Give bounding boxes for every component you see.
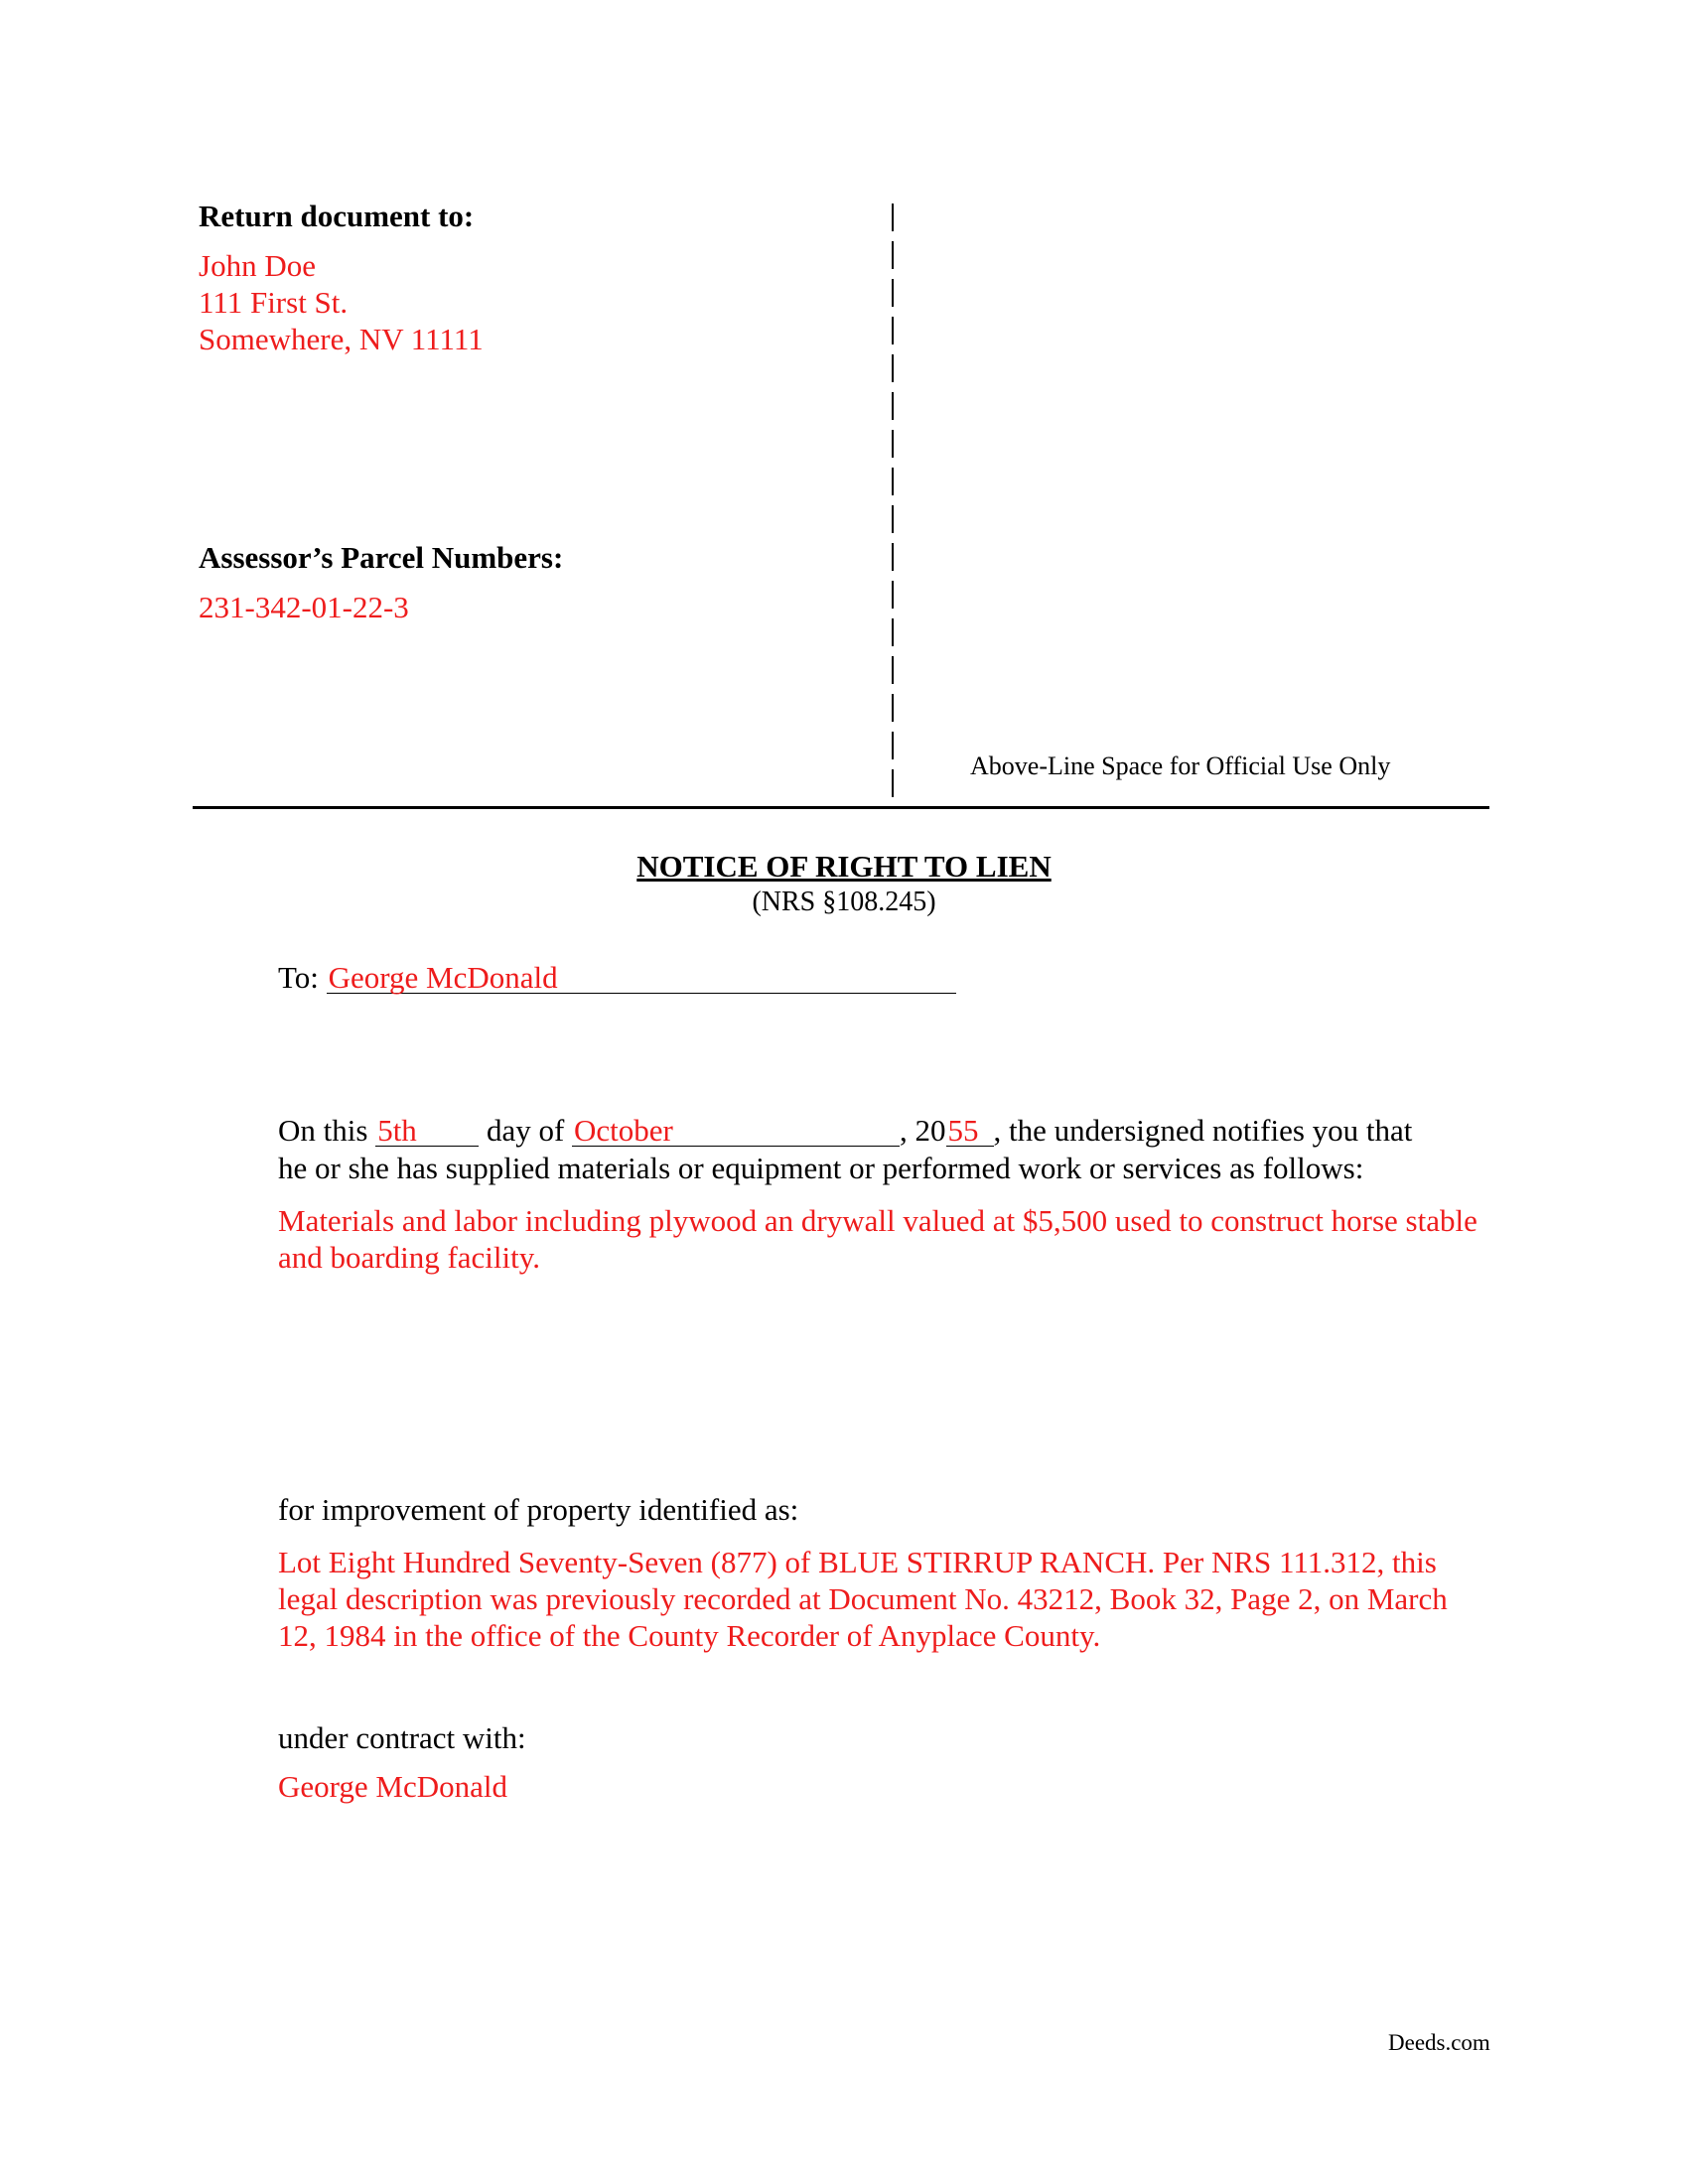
return-street: 111 First St.	[199, 285, 349, 320]
on-this-text: On this	[278, 1113, 368, 1148]
return-name: John Doe	[199, 248, 316, 283]
date-line-suffix: , the undersigned notifies you that	[993, 1113, 1413, 1148]
services-intro: he or she has supplied materials or equipment or performed work or services as follows:	[278, 1151, 1364, 1185]
recording-area-divider	[892, 204, 894, 806]
official-use-rule	[193, 806, 1489, 809]
to-line	[278, 959, 956, 996]
services-description: Materials and labor including plywood an drywall valued at $5,500 used to construct horse stable and boarding facility.	[278, 1203, 1477, 1275]
property-description: Lot Eight Hundred Seventy-Seven (877) of BLUE STIRRUP RANCH. Per NRS 111.312, this legal description was previously recorded at Document No. 43212, Book 32, Page 2, on March 12, 1984 in the office of the County Recorder of Anyplace County.	[278, 1545, 1448, 1653]
recipient-name: George McDonald	[327, 963, 956, 994]
statute-reference: (NRS §108.245)	[752, 887, 936, 917]
parcel-number: 231-342-01-22-3	[199, 590, 409, 624]
property-label: for improvement of property identified as:	[278, 1492, 799, 1527]
document-title: NOTICE OF RIGHT TO LIEN	[636, 849, 1052, 884]
year-prefix: , 20	[900, 1113, 946, 1148]
year-value: 55	[946, 1116, 994, 1147]
contract-label: under contract with:	[278, 1720, 526, 1755]
to-label: To:	[278, 960, 319, 995]
month-value: October	[572, 1116, 900, 1147]
day-value: 5th	[375, 1116, 479, 1147]
return-address	[199, 247, 484, 357]
contract-party-name: George McDonald	[278, 1769, 508, 1804]
official-use-note: Above-Line Space for Official Use Only	[970, 751, 1391, 780]
return-document-label: Return document to:	[199, 199, 475, 233]
return-city-state-zip: Somewhere, NV 11111	[199, 322, 484, 356]
day-of-text: day of	[486, 1113, 565, 1148]
footer-brand: Deeds.com	[1388, 2030, 1490, 2055]
date-line	[278, 1112, 1412, 1149]
parcel-numbers-label: Assessor’s Parcel Numbers:	[199, 540, 564, 575]
